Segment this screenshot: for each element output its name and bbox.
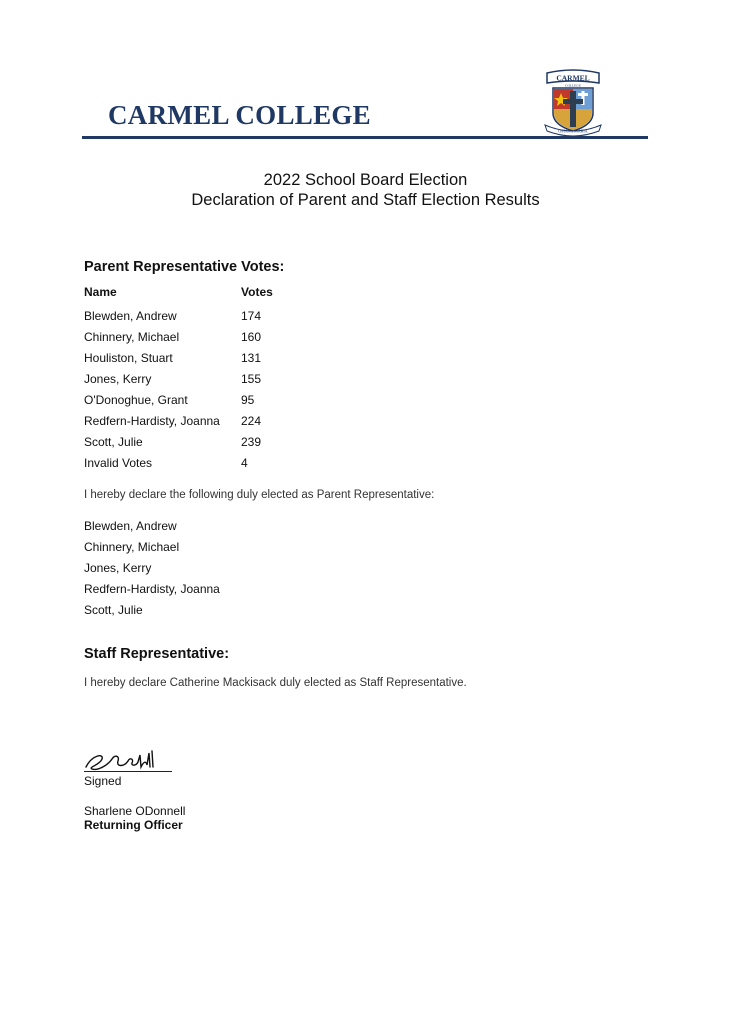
document-title-line2: Declaration of Parent and Staff Election Results <box>191 191 540 209</box>
candidate-votes: 160 <box>241 330 262 344</box>
candidate-name: Blewden, Andrew <box>84 309 177 323</box>
candidate-name: Redfern-Hardisty, Joanna <box>84 414 220 428</box>
candidate-name: Chinnery, Michael <box>84 330 180 344</box>
crest-top-text: CARMEL <box>556 73 590 83</box>
candidate-votes: 131 <box>241 351 262 365</box>
elected-parent: Jones, Kerry <box>84 561 152 575</box>
document-title-line1: 2022 School Board Election <box>263 171 468 189</box>
elected-parent: Blewden, Andrew <box>84 519 177 533</box>
signature-line <box>84 771 172 772</box>
candidate-votes: 174 <box>241 309 262 323</box>
signer-name: Sharlene ODonnell <box>84 804 186 818</box>
votes-column-header: Votes <box>241 285 273 299</box>
candidate-name: Jones, Kerry <box>84 372 152 386</box>
elected-parent: Chinnery, Michael <box>84 540 180 554</box>
candidate-name: Houliston, Stuart <box>84 351 173 365</box>
staff-declaration: I hereby declare Catherine Mackisack duly elected as Staff Representative. <box>84 677 467 689</box>
candidate-name: Scott, Julie <box>84 435 143 449</box>
college-name: CARMEL COLLEGE <box>108 100 371 130</box>
candidate-votes: 155 <box>241 372 262 386</box>
invalid-votes-label: Invalid Votes <box>84 456 153 470</box>
name-column-header: Name <box>84 285 117 299</box>
signer-role: Returning Officer <box>84 818 183 832</box>
elected-parent: Scott, Julie <box>84 603 143 617</box>
staff-heading: Staff Representative: <box>84 646 230 662</box>
parent-votes-heading: Parent Representative Votes: <box>84 259 285 275</box>
elected-parent: Redfern-Hardisty, Joanna <box>84 582 220 596</box>
signed-label: Signed <box>84 774 122 788</box>
crest-sub-text: COLLEGE <box>565 83 581 88</box>
crest-motto: OMANA MARIA <box>558 128 588 134</box>
candidate-name: O'Donoghue, Grant <box>84 393 188 407</box>
candidate-votes: 224 <box>241 414 262 428</box>
college-crest-icon <box>539 69 607 137</box>
parent-declaration: I hereby declare the following duly elected as Parent Representative: <box>84 489 435 501</box>
candidate-votes: 95 <box>241 393 255 407</box>
invalid-votes-count: 4 <box>241 456 248 470</box>
header-rule <box>82 136 648 139</box>
candidate-votes: 239 <box>241 435 262 449</box>
